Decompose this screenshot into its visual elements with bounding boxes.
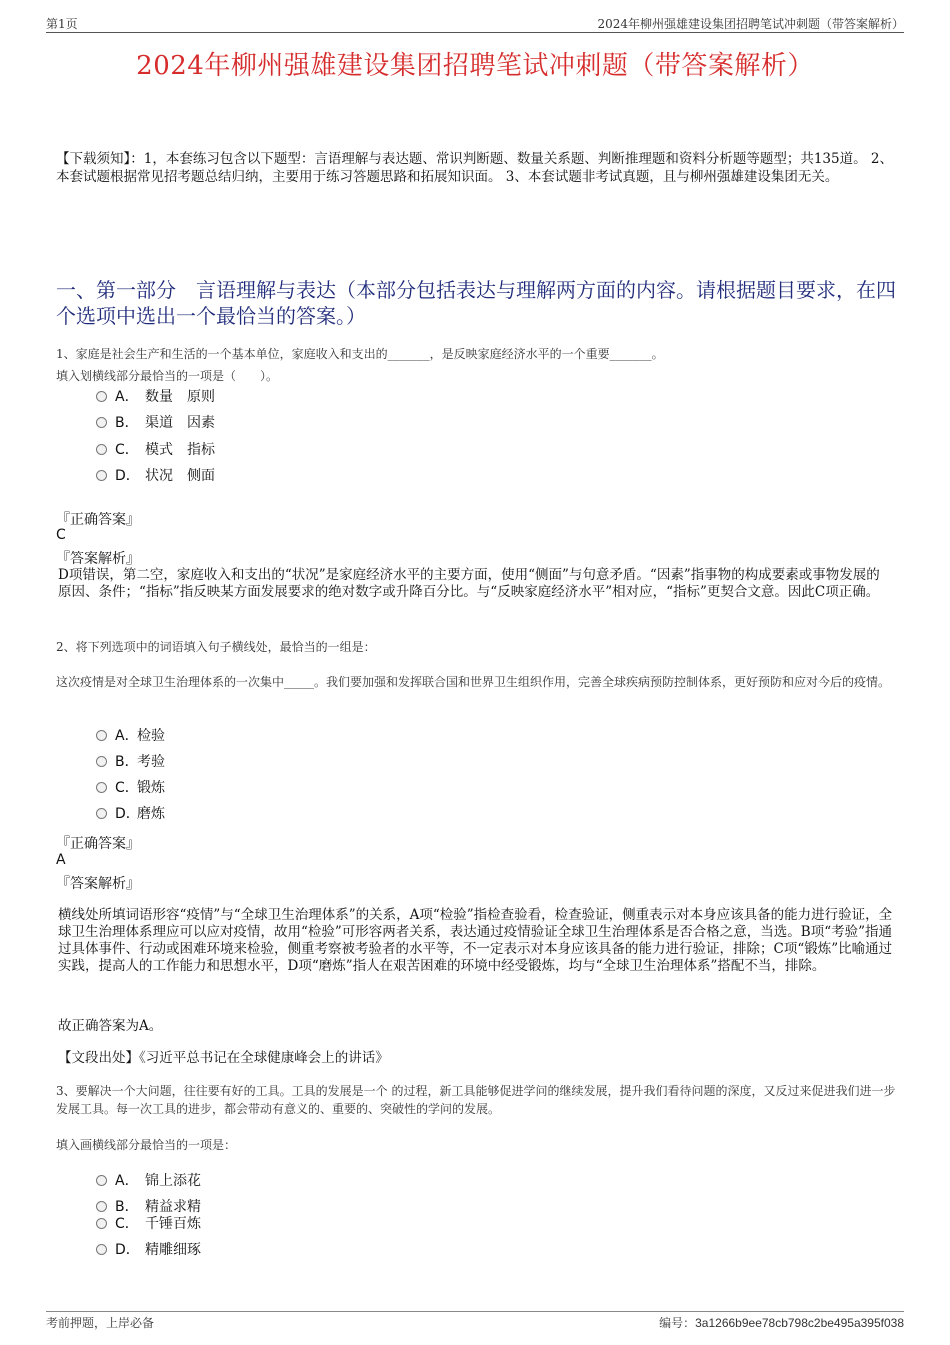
- q1-option-a[interactable]: A． 数量 原则: [96, 387, 215, 407]
- radio-icon[interactable]: [96, 470, 107, 481]
- footer-slogan: 考前押题，上岸必备: [46, 1316, 155, 1330]
- q2-source: 【文段出处】《习近平总书记在全球健康峰会上的讲话》: [58, 1050, 389, 1066]
- q2-stem: 2、将下列选项中的词语填入句子横线处，最恰当的一组是：: [56, 640, 376, 654]
- q2-answer: A: [56, 852, 66, 868]
- q2-option-a[interactable]: A．检验: [96, 726, 165, 746]
- q1-stem: 1、家庭是社会生产和生活的一个基本单位，家庭收入和支出的_______，是反映家庭经济水平的一个重要_______。: [56, 347, 664, 361]
- q1-option-b[interactable]: B． 渠道 因素: [96, 413, 215, 433]
- radio-icon[interactable]: [96, 1201, 107, 1212]
- q2-option-c[interactable]: C．锻炼: [96, 778, 165, 798]
- section-title: 一、第一部分 言语理解与表达（本部分包括表达与理解两方面的内容。请根据题目要求，在四个选项中选出一个最恰当的答案。）: [56, 278, 896, 328]
- q2-correct-label: 『正确答案』: [56, 836, 140, 852]
- q1-correct-label: 『正确答案』: [56, 512, 140, 528]
- q2-analysis: 横线处所填词语形容“疫情”与“全球卫生治理体系”的关系，A项“检验”指检查验看，检查验证，侧重表示对本身应该具备的能力进行验证，全球卫生治理体系理应可以应对疫情，故用“检验”可形容两者关系，表达通过疫情验证全球卫生治理体系是否合格之意，当选。B项“考验”指通过具体事件、行动或困难环境来检验，侧重考察被考验者的水平等，不一定表示对本身应该具备的能力进行验证，排除；C项“锻炼”比喻通过实践，提高人的工作能力和思想水平，D项“磨炼”指人在艰苦困难的环境中经受锻炼，均与“全球卫生治理体系”搭配不当，排除。: [58, 907, 893, 974]
- radio-icon[interactable]: [96, 730, 107, 741]
- q3-option-a[interactable]: A． 锦上添花: [96, 1171, 201, 1191]
- q1-prompt: 填入划横线部分最恰当的一项是（ ）。: [56, 369, 279, 383]
- radio-icon[interactable]: [96, 1175, 107, 1186]
- q2-option-b[interactable]: B．考验: [96, 752, 165, 772]
- q3-option-c[interactable]: C． 千锤百炼: [96, 1214, 201, 1234]
- radio-icon[interactable]: [96, 417, 107, 428]
- page-title: 2024年柳州强雄建设集团招聘笔试冲刺题（带答案解析）: [136, 51, 814, 81]
- q1-answer: C: [56, 527, 66, 543]
- radio-icon[interactable]: [96, 1244, 107, 1255]
- q2-analysis-label: 『答案解析』: [56, 876, 140, 892]
- radio-icon[interactable]: [96, 756, 107, 767]
- page-number: 第1页: [46, 17, 78, 31]
- footer-code-value: 3a1266b9ee78cb798c2be495a395f038: [695, 1316, 904, 1330]
- q2-conclusion: 故正确答案为A。: [58, 1018, 163, 1034]
- footer-code-label: 编号：: [659, 1316, 696, 1330]
- download-notice: 【下载须知】：1，本套练习包含以下题型：言语理解与表达题、常识判断题、数量关系题、判断推理题和资料分析题等题型；共135道。 2、本套试题根据常见招考题总结归纳，主要用于练习答题思路和拓展知识面。 3、本套试题非考试真题，且与柳州强雄建设集团无关。: [56, 151, 893, 185]
- radio-icon[interactable]: [96, 808, 107, 819]
- q1-option-c[interactable]: C． 模式 指标: [96, 440, 215, 460]
- q3-prompt: 填入画横线部分最恰当的一项是：: [56, 1138, 237, 1152]
- header-doc-title: 2024年柳州强雄建设集团招聘笔试冲刺题（带答案解析）: [597, 17, 904, 31]
- radio-icon[interactable]: [96, 1218, 107, 1229]
- radio-icon[interactable]: [96, 391, 107, 402]
- q1-analysis-label: 『答案解析』: [56, 551, 140, 567]
- q3-option-d[interactable]: D． 精雕细琢: [96, 1240, 201, 1260]
- header-divider: [46, 32, 904, 33]
- q1-analysis: D项错误，第二空，家庭收入和支出的“状况”是家庭经济水平的主要方面，使用“侧面”与句意矛盾。“因素”指事物的构成要素或事物发展的原因、条件；“指标”指反映某方面发展要求的绝对数字或升降百分比。与“反映家庭经济水平”相对应，“指标”更契合文意。因此C项正确。: [58, 567, 880, 600]
- q2-option-d[interactable]: D．磨炼: [96, 804, 165, 824]
- q2-passage: 这次疫情是对全球卫生治理体系的一次集中_____。我们要加强和发挥联合国和世界卫生组织作用，完善全球疾病预防控制体系，更好预防和应对今后的疫情。: [56, 675, 891, 689]
- radio-icon[interactable]: [96, 782, 107, 793]
- footer-code: [659, 1314, 904, 1331]
- q3-option-b[interactable]: B． 精益求精: [96, 1197, 201, 1217]
- q1-option-d[interactable]: D． 状况 侧面: [96, 466, 215, 486]
- footer-divider: [46, 1311, 904, 1312]
- radio-icon[interactable]: [96, 444, 107, 455]
- q3-stem: 3、要解决一个大问题，往往要有好的工具。工具的发展是一个 的过程，新工具能够促进学问的继续发展，提升我们看待问题的深度，又反过来促进我们进一步发展工具。每一次工具的进步，都会带动有意义的、重要的、突破性的学问的发展。: [56, 1084, 896, 1116]
